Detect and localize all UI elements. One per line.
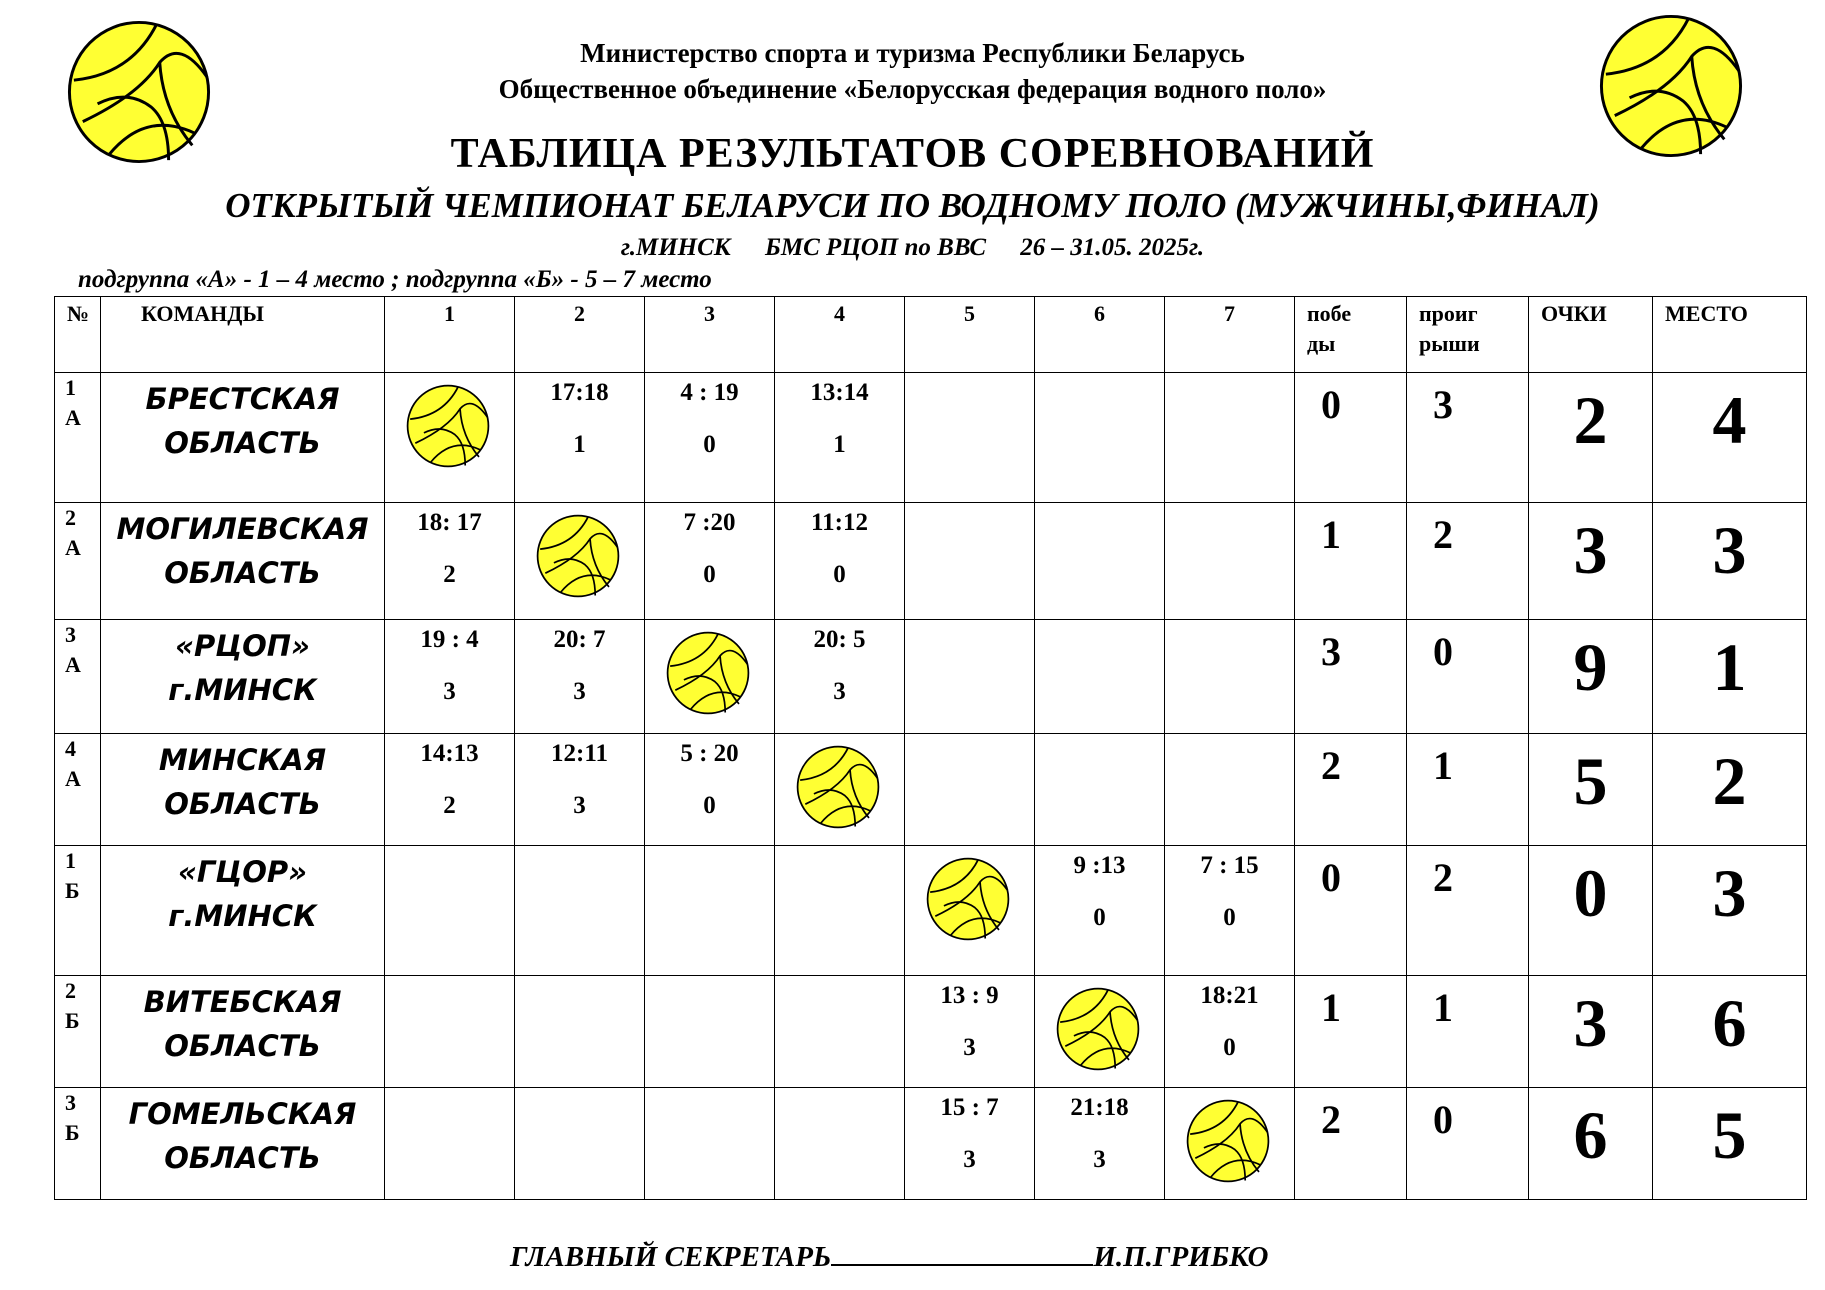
place-value: 6 — [1653, 976, 1807, 1088]
venue: БМС РЦОП по ВВС — [764, 234, 986, 261]
header-num: № — [55, 297, 101, 373]
team-name-line2: ОБЛАСТЬ — [164, 1029, 321, 1063]
match-points: 3 — [573, 678, 586, 705]
match-points: 3 — [963, 1146, 976, 1173]
match-score: 17:18 — [550, 379, 609, 406]
empty-cell — [905, 620, 1035, 734]
empty-cell — [385, 1088, 515, 1200]
row-group: Б — [65, 1120, 80, 1145]
empty-cell — [905, 503, 1035, 620]
table-row — [55, 846, 1807, 976]
team-name — [101, 373, 385, 503]
match-points: 3 — [1093, 1146, 1106, 1173]
empty-cell — [905, 373, 1035, 503]
water-polo-ball-icon — [925, 856, 1011, 942]
match-score: 19 : 4 — [420, 626, 479, 653]
empty-cell — [1165, 373, 1295, 503]
place-value: 3 — [1653, 503, 1807, 620]
place-value: 2 — [1653, 734, 1807, 846]
header-col-2: 2 — [515, 297, 645, 373]
match-points: 1 — [573, 431, 586, 458]
header-col-6: 6 — [1035, 297, 1165, 373]
losses-value: 0 — [1407, 1088, 1529, 1200]
match-points: 0 — [703, 561, 716, 588]
team-name — [101, 1088, 385, 1200]
row-num: 2 — [65, 505, 76, 530]
team-name-line2: г.МИНСК — [168, 899, 317, 933]
empty-cell — [385, 976, 515, 1088]
empty-cell — [385, 846, 515, 976]
match-result-cell — [775, 620, 905, 734]
losses-value: 1 — [1407, 734, 1529, 846]
match-score: 20: 5 — [813, 626, 866, 653]
empty-cell — [645, 976, 775, 1088]
water-polo-ball-icon — [1185, 1098, 1271, 1184]
water-polo-ball-icon — [665, 630, 751, 716]
match-score: 7 :20 — [683, 509, 736, 536]
header-teams: КОМАНДЫ — [101, 297, 385, 373]
diagonal-cell — [905, 846, 1035, 976]
match-points: 3 — [573, 792, 586, 819]
match-points: 2 — [443, 792, 456, 819]
row-number — [55, 1088, 101, 1200]
match-score: 5 : 20 — [680, 740, 739, 767]
empty-cell — [645, 1088, 775, 1200]
wins-value: 1 — [1295, 976, 1407, 1088]
match-points: 0 — [703, 792, 716, 819]
championship-subtitle: ОТКРЫТЫЙ ЧЕМПИОНАТ БЕЛАРУСИ ПО ВОДНОМУ ПОЛО (МУЖЧИНЫ,ФИНАЛ) — [225, 186, 1600, 225]
diagonal-cell — [515, 503, 645, 620]
team-name-line1: «ГЦОР» — [178, 855, 307, 889]
row-num: 3 — [65, 1090, 76, 1115]
match-points: 3 — [963, 1034, 976, 1061]
secretary-name: И.П.ГРИБКО — [1093, 1241, 1269, 1273]
diagonal-cell — [645, 620, 775, 734]
header-points: ОЧКИ — [1529, 297, 1653, 373]
team-name-line2: ОБЛАСТЬ — [164, 1141, 321, 1175]
points-value: 0 — [1529, 846, 1653, 976]
header-col-3: 3 — [645, 297, 775, 373]
row-number — [55, 846, 101, 976]
place-value: 3 — [1653, 846, 1807, 976]
table-row — [55, 373, 1807, 503]
match-points: 0 — [1223, 904, 1236, 931]
match-result-cell — [1035, 846, 1165, 976]
dates: 26 – 31.05. 2025г. — [1020, 234, 1205, 261]
match-points: 2 — [443, 561, 456, 588]
match-result-cell — [385, 734, 515, 846]
wins-value: 3 — [1295, 620, 1407, 734]
points-value: 3 — [1529, 976, 1653, 1088]
match-points: 0 — [1093, 904, 1106, 931]
match-result-cell — [645, 734, 775, 846]
empty-cell — [775, 976, 905, 1088]
row-group: А — [65, 405, 81, 430]
row-number — [55, 503, 101, 620]
team-name — [101, 734, 385, 846]
row-number — [55, 734, 101, 846]
match-score: 21:18 — [1070, 1094, 1129, 1121]
diagonal-cell — [775, 734, 905, 846]
match-points: 3 — [443, 678, 456, 705]
losses-value: 3 — [1407, 373, 1529, 503]
empty-cell — [515, 976, 645, 1088]
match-score: 13 : 9 — [940, 982, 999, 1009]
losses-value: 0 — [1407, 620, 1529, 734]
match-result-cell — [775, 373, 905, 503]
match-points: 0 — [703, 431, 716, 458]
empty-cell — [905, 734, 1035, 846]
wins-value: 2 — [1295, 1088, 1407, 1200]
header-col-7: 7 — [1165, 297, 1295, 373]
header-wins: побе ды — [1295, 297, 1407, 373]
empty-cell — [1035, 734, 1165, 846]
wins-value: 0 — [1295, 846, 1407, 976]
points-value: 9 — [1529, 620, 1653, 734]
match-result-cell — [515, 373, 645, 503]
match-points: 3 — [833, 678, 846, 705]
water-polo-ball-icon — [535, 513, 621, 599]
empty-cell — [775, 1088, 905, 1200]
water-polo-ball-icon — [405, 383, 491, 469]
place-value: 5 — [1653, 1088, 1807, 1200]
team-name — [101, 620, 385, 734]
empty-cell — [515, 1088, 645, 1200]
team-name-line2: ОБЛАСТЬ — [164, 426, 321, 460]
team-name — [101, 976, 385, 1088]
points-value: 6 — [1529, 1088, 1653, 1200]
points-value: 3 — [1529, 503, 1653, 620]
table-row — [55, 976, 1807, 1088]
row-num: 1 — [65, 848, 76, 873]
team-name-line1: МИНСКАЯ — [158, 743, 327, 777]
diagonal-cell — [1165, 1088, 1295, 1200]
match-score: 7 : 15 — [1200, 852, 1259, 879]
match-score: 15 : 7 — [940, 1094, 999, 1121]
match-score: 11:12 — [811, 509, 868, 536]
match-result-cell — [515, 734, 645, 846]
row-num: 3 — [65, 622, 76, 647]
header-losses: проиг рыши — [1407, 297, 1529, 373]
empty-cell — [1035, 373, 1165, 503]
header-place: МЕСТО — [1653, 297, 1807, 373]
page-title: ТАБЛИЦА РЕЗУЛЬТАТОВ СОРЕВНОВАНИЙ — [450, 131, 1375, 177]
match-points: 0 — [1223, 1034, 1236, 1061]
match-score: 9 :13 — [1073, 852, 1126, 879]
water-polo-ball-icon — [795, 744, 881, 830]
empty-cell — [515, 846, 645, 976]
row-number — [55, 620, 101, 734]
match-score: 13:14 — [810, 379, 869, 406]
results-table — [54, 296, 1807, 1200]
team-name-line1: БРЕСТСКАЯ — [145, 382, 340, 416]
subgroups-note: подгруппа «А» - 1 – 4 место ; подгруппа «Б» - 5 – 7 место — [78, 266, 712, 293]
empty-cell — [645, 846, 775, 976]
row-group: Б — [65, 1008, 80, 1033]
diagonal-cell — [385, 373, 515, 503]
team-name-line1: «РЦОП» — [175, 629, 310, 663]
row-group: А — [65, 535, 81, 560]
match-result-cell — [645, 503, 775, 620]
team-name-line2: г.МИНСК — [168, 673, 317, 707]
match-score: 14:13 — [420, 740, 479, 767]
place-value: 4 — [1653, 373, 1807, 503]
empty-cell — [775, 846, 905, 976]
signature-line — [831, 1240, 1093, 1266]
match-result-cell — [1165, 976, 1295, 1088]
match-result-cell — [515, 620, 645, 734]
match-points: 1 — [833, 431, 846, 458]
table-row — [55, 1088, 1807, 1200]
team-name-line1: ВИТЕБСКАЯ — [143, 985, 342, 1019]
match-result-cell — [385, 620, 515, 734]
empty-cell — [1165, 620, 1295, 734]
empty-cell — [1035, 503, 1165, 620]
team-name — [101, 846, 385, 976]
row-number — [55, 373, 101, 503]
match-result-cell — [385, 503, 515, 620]
city: г.МИНСК — [620, 234, 731, 261]
match-score: 4 : 19 — [680, 379, 739, 406]
place-value: 1 — [1653, 620, 1807, 734]
empty-cell — [1165, 734, 1295, 846]
table-header-row — [55, 297, 1807, 373]
table-row — [55, 620, 1807, 734]
wins-value: 1 — [1295, 503, 1407, 620]
team-name-line1: МОГИЛЕВСКАЯ — [116, 512, 369, 546]
table-row — [55, 503, 1807, 620]
secretary-label: ГЛАВНЫЙ СЕКРЕТАРЬ — [510, 1241, 832, 1273]
team-name-line2: ОБЛАСТЬ — [164, 556, 321, 590]
losses-value: 2 — [1407, 846, 1529, 976]
header-col-1: 1 — [385, 297, 515, 373]
match-score: 20: 7 — [553, 626, 606, 653]
header-col-5: 5 — [905, 297, 1035, 373]
row-num: 2 — [65, 978, 76, 1003]
match-result-cell — [1165, 846, 1295, 976]
table-row — [55, 734, 1807, 846]
row-number — [55, 976, 101, 1088]
match-result-cell — [905, 1088, 1035, 1200]
match-result-cell — [775, 503, 905, 620]
match-score: 18:21 — [1200, 982, 1259, 1009]
match-result-cell — [1035, 1088, 1165, 1200]
secretary-signature-line — [510, 1240, 1268, 1274]
row-group: Б — [65, 878, 80, 903]
diagonal-cell — [1035, 976, 1165, 1088]
row-group: А — [65, 652, 81, 677]
row-num: 4 — [65, 736, 76, 761]
row-group: А — [65, 766, 81, 791]
row-num: 1 — [65, 375, 76, 400]
match-points: 0 — [833, 561, 846, 588]
match-result-cell — [645, 373, 775, 503]
empty-cell — [1165, 503, 1295, 620]
points-value: 5 — [1529, 734, 1653, 846]
match-score: 12:11 — [551, 740, 608, 767]
match-score: 18: 17 — [417, 509, 482, 536]
points-value: 2 — [1529, 373, 1653, 503]
wins-value: 0 — [1295, 373, 1407, 503]
losses-value: 2 — [1407, 503, 1529, 620]
team-name — [101, 503, 385, 620]
empty-cell — [1035, 620, 1165, 734]
header-col-4: 4 — [775, 297, 905, 373]
wins-value: 2 — [1295, 734, 1407, 846]
venue-line — [0, 234, 1825, 262]
federation-line: Общественное объединение «Белорусская федерация водного поло» — [498, 74, 1327, 104]
ministry-line: Министерство спорта и туризма Республики Беларусь — [580, 38, 1245, 68]
match-result-cell — [905, 976, 1035, 1088]
team-name-line1: ГОМЕЛЬСКАЯ — [128, 1097, 357, 1131]
water-polo-ball-icon — [1055, 986, 1141, 1072]
team-name-line2: ОБЛАСТЬ — [164, 787, 321, 821]
losses-value: 1 — [1407, 976, 1529, 1088]
